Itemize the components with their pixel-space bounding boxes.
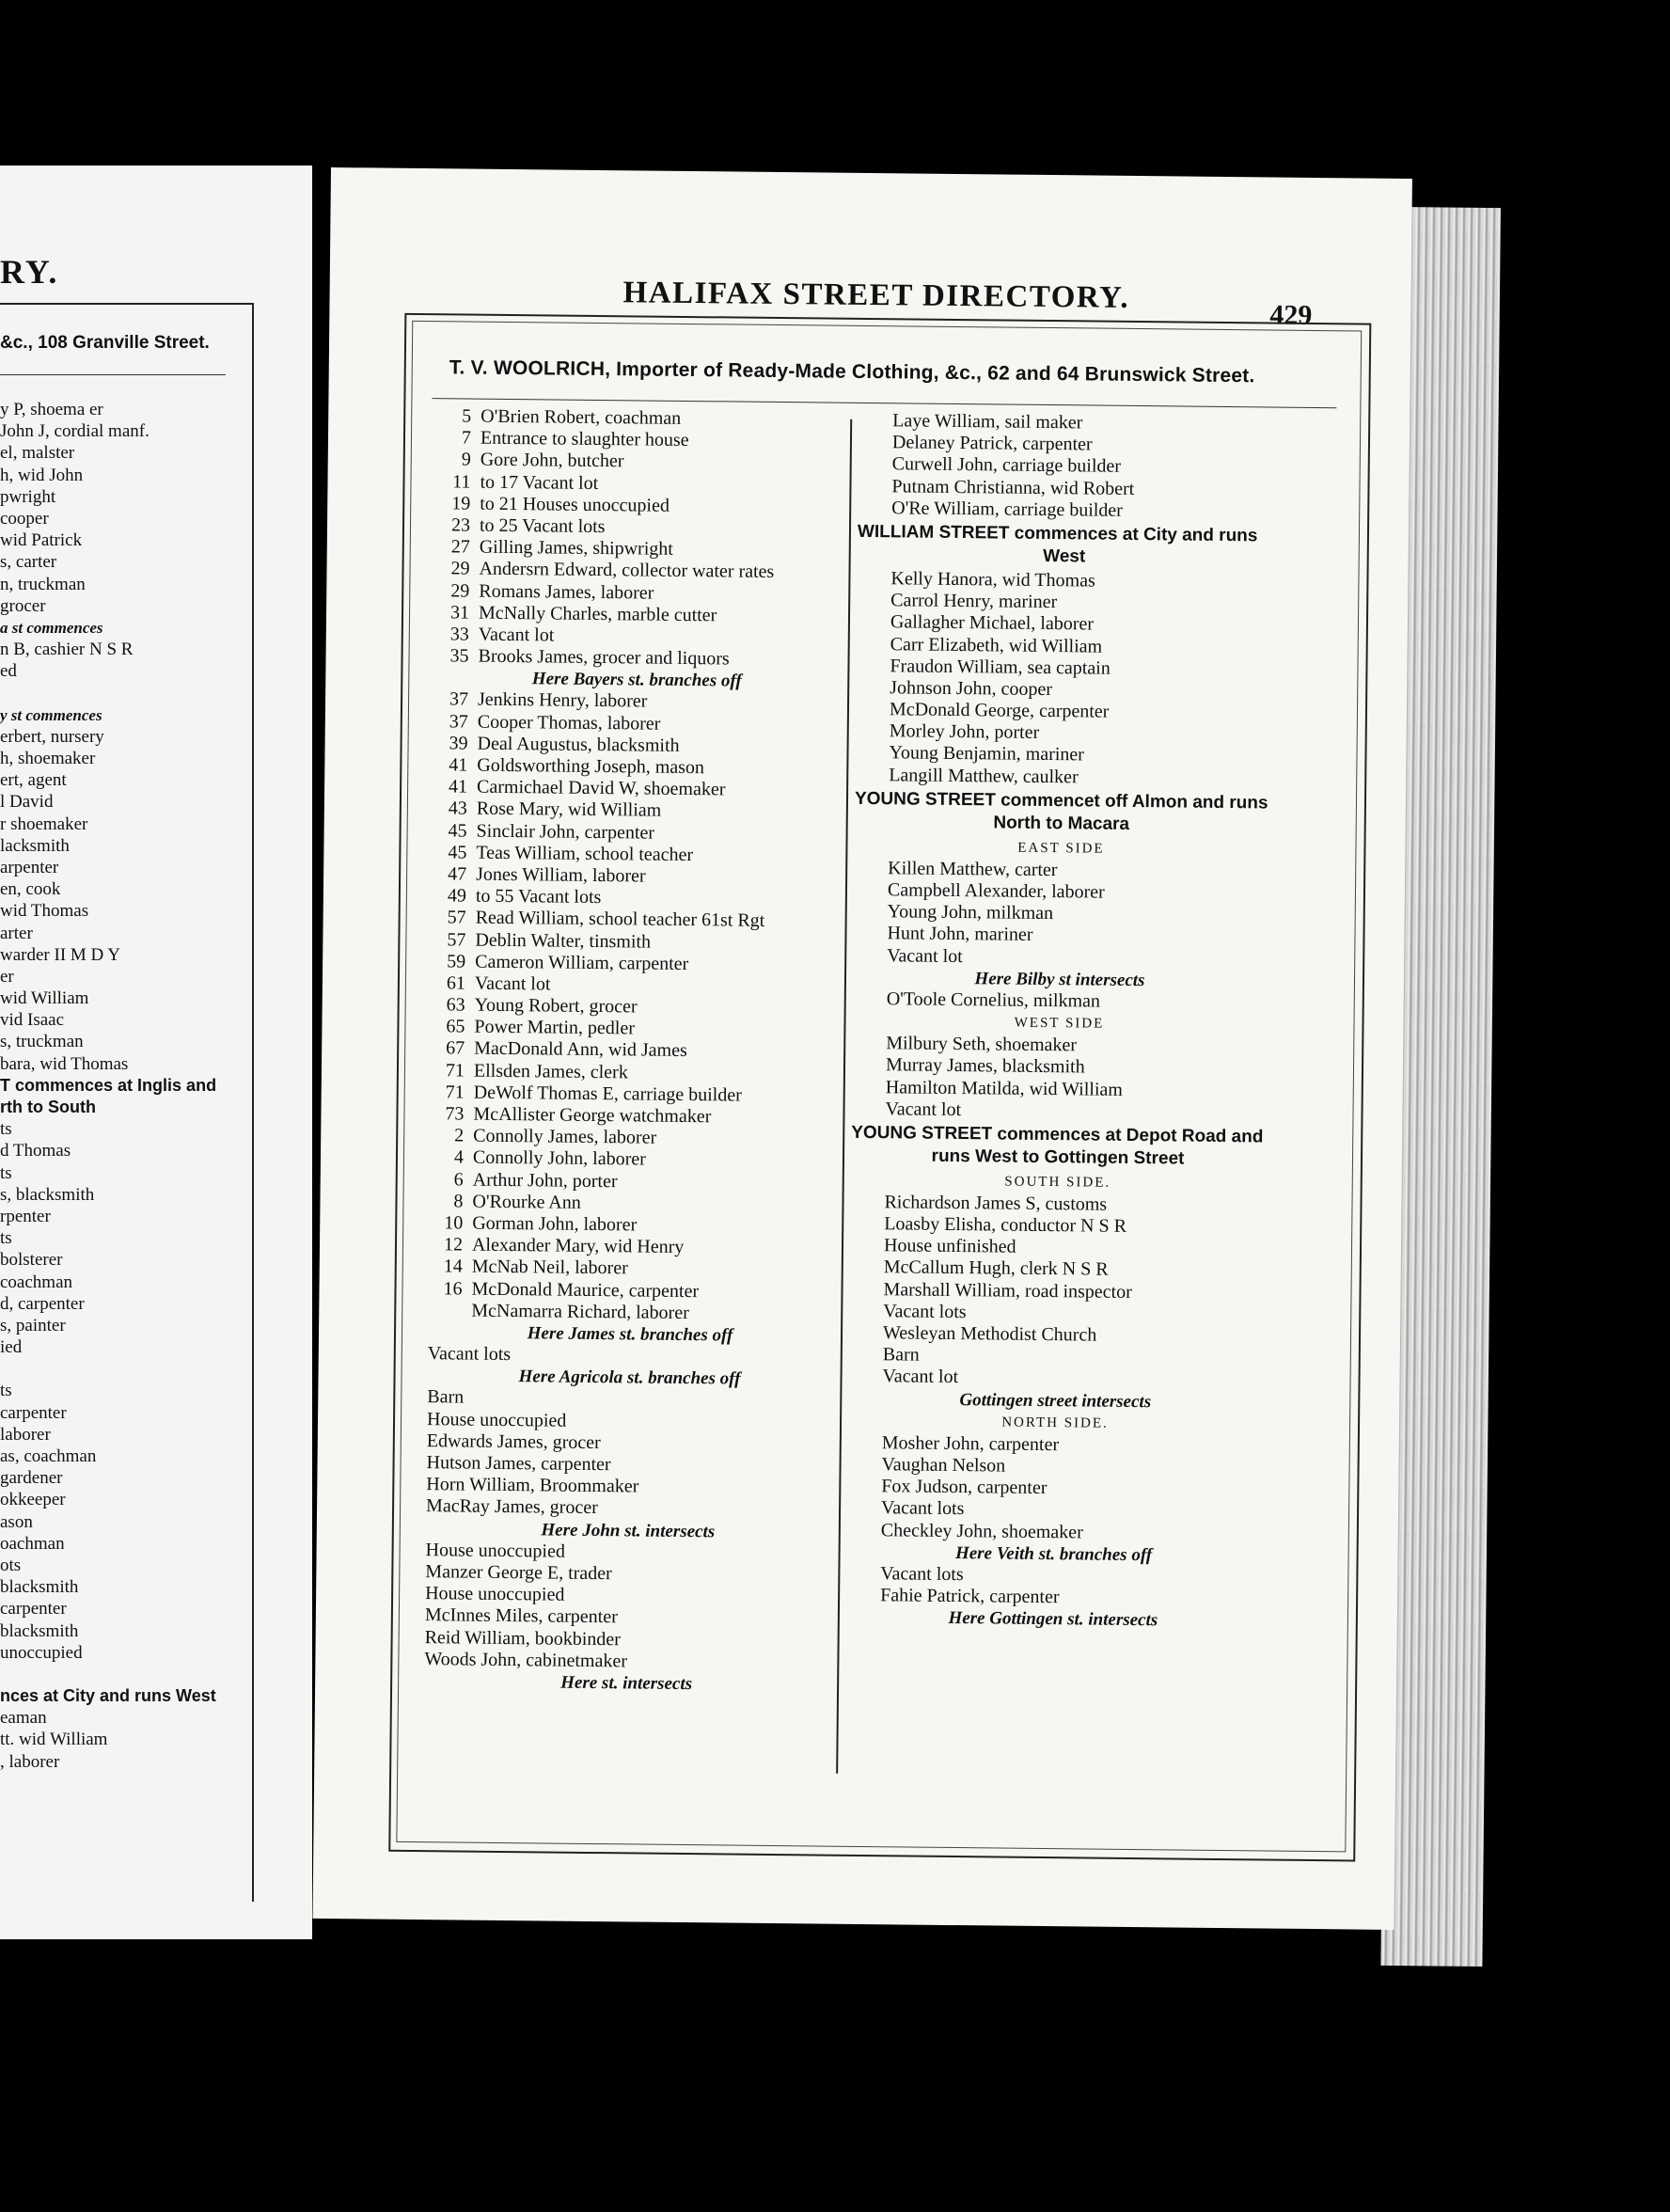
left-page-line: laborer bbox=[0, 1424, 51, 1445]
house-number: 9 bbox=[461, 449, 471, 470]
entry-name: Vacant lot bbox=[478, 624, 555, 646]
entry-name: to 21 Houses unoccupied bbox=[480, 493, 670, 516]
entry-name: to 25 Vacant lots bbox=[479, 514, 606, 538]
entry-name: Cooper Thomas, laborer bbox=[477, 711, 661, 735]
entry-name: House unfinished bbox=[883, 1235, 1016, 1257]
house-number: 14 bbox=[443, 1256, 463, 1277]
entry-name: House unoccupied bbox=[426, 1408, 567, 1431]
left-page-line: nces at City and runs West bbox=[0, 1686, 216, 1706]
entry-name: Richardson James S, customs bbox=[884, 1192, 1108, 1215]
directory-entry bbox=[846, 1585, 1260, 1611]
directory-entry bbox=[428, 1300, 832, 1326]
left-page-line: ied bbox=[0, 1337, 23, 1358]
left-page-line: blacksmith bbox=[0, 1620, 79, 1641]
entry-name: MacDonald Ann, wid James bbox=[474, 1038, 687, 1062]
house-number: 63 bbox=[446, 994, 465, 1016]
branch-note: Here Bayers st. branches off bbox=[531, 669, 742, 691]
left-page-line: l David bbox=[0, 792, 54, 813]
entry-name: Teas William, school teacher bbox=[476, 842, 694, 865]
entry-name: McDonald George, carpenter bbox=[889, 699, 1110, 722]
street-heading-line bbox=[858, 521, 1271, 548]
side-heading: SOUTH SIDE. bbox=[1004, 1174, 1111, 1191]
entry-name: Loasby Elisha, conductor N S R bbox=[884, 1213, 1127, 1237]
house-number: 49 bbox=[447, 885, 467, 907]
street-heading bbox=[858, 519, 1272, 573]
left-page-frame-rule bbox=[0, 303, 254, 305]
right-column bbox=[846, 410, 1273, 1633]
left-page-line: erbert, nursery bbox=[0, 726, 104, 747]
entry-name: to 17 Vacant lot bbox=[480, 471, 599, 494]
street-description: commences at City and runs bbox=[1009, 523, 1258, 546]
left-page-line: s, painter bbox=[0, 1315, 66, 1335]
entry-name: Gilling James, shipwright bbox=[479, 536, 673, 560]
entry-name: Carmichael David W, shoemaker bbox=[476, 776, 726, 800]
street-name: YOUNG STREET bbox=[854, 788, 997, 811]
left-page-line: coachman bbox=[0, 1272, 73, 1292]
house-number: 67 bbox=[446, 1037, 465, 1059]
entry-name: to 55 Vacant lots bbox=[475, 885, 602, 908]
house-number: 57 bbox=[447, 907, 466, 928]
house-number: 41 bbox=[449, 754, 468, 776]
house-number: 23 bbox=[450, 514, 471, 536]
entry-name: Fahie Patrick, carpenter bbox=[880, 1585, 1060, 1608]
left-page-line: bolsterer bbox=[0, 1250, 63, 1271]
left-page-line: wid William bbox=[0, 988, 89, 1009]
entry-name: DeWolf Thomas E, carriage builder bbox=[473, 1082, 742, 1106]
house-number: 59 bbox=[447, 951, 466, 972]
entry-name: Gallagher Michael, laborer bbox=[890, 611, 1095, 635]
advertisement-line: T. V. WOOLRICH, Importer of Ready-Made Clothing, &c., 62 and 64 Brunswick Street. bbox=[449, 356, 1255, 387]
entry-name: O'Brien Robert, coachman bbox=[481, 405, 682, 429]
entry-name: Vacant lots bbox=[427, 1343, 512, 1366]
entry-name: O'Toole Cornelius, milkman bbox=[886, 988, 1101, 1012]
left-page-line: pwright bbox=[0, 486, 56, 507]
house-number: 37 bbox=[449, 710, 468, 733]
entry-name: McInnes Miles, carpenter bbox=[424, 1604, 618, 1628]
directory-entry bbox=[424, 1649, 828, 1675]
intersect-note: Here Veith st. branches off bbox=[954, 1542, 1153, 1565]
left-page-line: rpenter bbox=[0, 1206, 51, 1226]
entry-name: Rose Mary, wid William bbox=[476, 798, 662, 822]
left-page-line: s, truckman bbox=[0, 1032, 84, 1052]
left-page-line: ts bbox=[0, 1162, 12, 1183]
entry-name: Vacant lots bbox=[880, 1563, 964, 1586]
directory-entry bbox=[848, 1366, 1262, 1392]
branch-note: Here st. intersects bbox=[560, 1672, 693, 1694]
left-page-line: wid Thomas bbox=[0, 901, 89, 922]
entry-name: Vacant lot bbox=[885, 1098, 962, 1120]
intersect-note: Here Bilby st intersects bbox=[974, 968, 1145, 990]
street-name: WILLIAM STREET bbox=[857, 521, 1010, 544]
left-page-ad-rule bbox=[0, 374, 226, 375]
directory-entry bbox=[847, 1519, 1261, 1545]
entry-name: Delaney Patrick, carpenter bbox=[891, 432, 1093, 455]
entry-name: Connolly John, laborer bbox=[472, 1147, 646, 1170]
entry-name: House unoccupied bbox=[425, 1539, 566, 1562]
entry-name: Ellsden James, clerk bbox=[473, 1060, 628, 1082]
house-number: 31 bbox=[449, 602, 470, 624]
entry-name: Sinclair John, carpenter bbox=[476, 820, 655, 844]
entry-name: Young Benjamin, mariner bbox=[889, 742, 1085, 766]
street-heading-line bbox=[851, 1122, 1265, 1149]
left-page-line: T commences at Inglis and bbox=[0, 1075, 217, 1095]
entry-name: Morley John, porter bbox=[889, 720, 1040, 744]
left-page bbox=[0, 166, 312, 1939]
left-page-line: ert, agent bbox=[0, 770, 67, 791]
house-number: 41 bbox=[448, 776, 468, 798]
left-page-line: carpenter bbox=[0, 1402, 67, 1423]
directory-entry bbox=[426, 1496, 830, 1523]
entry-name: McCallum Hugh, clerk N S R bbox=[883, 1256, 1109, 1281]
entry-name: McNamarra Richard, laborer bbox=[471, 1300, 689, 1323]
house-number: 43 bbox=[448, 798, 467, 819]
side-heading: WEST SIDE bbox=[1014, 1015, 1105, 1032]
entry-name: Curwell John, carriage builder bbox=[891, 453, 1122, 478]
entry-name: Vacant lot bbox=[474, 972, 551, 995]
entry-name: Killen Matthew, carter bbox=[888, 858, 1058, 880]
entry-name: O'Re William, carriage builder bbox=[891, 498, 1124, 521]
entry-name: Cameron William, carpenter bbox=[475, 951, 689, 974]
entry-name: Horn William, Broommaker bbox=[426, 1474, 639, 1497]
entry-name: Barn bbox=[882, 1344, 920, 1366]
house-number: 6 bbox=[453, 1168, 464, 1191]
branch-note: Here John st. intersects bbox=[541, 1519, 716, 1541]
entry-name: Jenkins Henry, laborer bbox=[477, 689, 648, 712]
directory-entry bbox=[853, 988, 1267, 1015]
directory-entry bbox=[855, 764, 1268, 790]
house-number: 65 bbox=[446, 1016, 465, 1037]
left-page-line: ts bbox=[0, 1381, 12, 1401]
left-page-line: el, malster bbox=[0, 443, 75, 464]
left-page-line: tt. wid William bbox=[0, 1730, 108, 1750]
entry-name: Hunt John, mariner bbox=[887, 923, 1033, 946]
entry-name: Putnam Christianna, wid Robert bbox=[891, 475, 1135, 499]
house-number: 16 bbox=[443, 1277, 463, 1300]
house-number: 12 bbox=[443, 1234, 464, 1256]
entry-name: Marshall William, road inspector bbox=[883, 1278, 1132, 1303]
entry-name: Power Martin, pedler bbox=[474, 1016, 636, 1039]
left-page-line: h, shoemaker bbox=[0, 749, 96, 768]
entry-name: McNab Neil, laborer bbox=[471, 1256, 628, 1279]
directory-entry bbox=[853, 944, 1267, 971]
left-page-line: wid Patrick bbox=[0, 530, 83, 551]
street-description-cont: runs West to Gottingen Street bbox=[931, 1146, 1185, 1169]
entry-name: McAllister George watchmaker bbox=[473, 1103, 712, 1128]
entry-name: Manzer George E, trader bbox=[425, 1561, 612, 1585]
left-page-ad-line: &c., 108 Granville Street. bbox=[0, 333, 210, 353]
street-description-cont: West bbox=[1043, 545, 1086, 567]
house-number: 45 bbox=[448, 842, 467, 863]
left-page-line: warder II M D Y bbox=[0, 944, 121, 965]
entry-name: Reid William, bookbinder bbox=[424, 1626, 621, 1650]
intersect-note: Here Gottingen st. intersects bbox=[948, 1608, 1158, 1631]
directory-entry bbox=[428, 1343, 832, 1369]
left-page-line: r shoemaker bbox=[0, 814, 88, 834]
left-page-line: ason bbox=[0, 1511, 33, 1532]
house-number: 8 bbox=[453, 1191, 464, 1212]
left-page-line: en, cook bbox=[0, 879, 61, 900]
left-page-line: cooper bbox=[0, 508, 49, 529]
left-page-line: y st commences bbox=[0, 705, 102, 724]
left-page-line: okkeeper bbox=[0, 1490, 66, 1510]
entry-name: Fox Judson, carpenter bbox=[881, 1476, 1048, 1499]
left-page-frame-edge bbox=[252, 303, 254, 1902]
house-number: 71 bbox=[445, 1059, 465, 1082]
entry-name: Jones William, laborer bbox=[476, 863, 646, 887]
entry-name: Vacant lots bbox=[880, 1497, 965, 1520]
entry-name: Entrance to slaughter house bbox=[480, 427, 689, 451]
entry-name: Gore John, butcher bbox=[480, 450, 624, 472]
entry-name: Laye William, sail maker bbox=[892, 410, 1083, 434]
left-page-line: ts bbox=[0, 1228, 12, 1249]
street-heading bbox=[855, 786, 1269, 840]
left-page-line: y P, shoema er bbox=[0, 400, 103, 419]
entry-name: McDonald Maurice, carpenter bbox=[471, 1278, 700, 1302]
left-page-line: ts bbox=[0, 1119, 12, 1140]
left-page-line: er bbox=[0, 966, 14, 987]
left-page-line: ed bbox=[0, 661, 17, 682]
entry-name: Connolly James, laborer bbox=[473, 1125, 657, 1148]
entry-name: Read William, school teacher 61st Rgt bbox=[475, 907, 765, 932]
entry-name: Wesleyan Methodist Church bbox=[882, 1322, 1097, 1346]
directory-entry bbox=[851, 1098, 1265, 1125]
house-number: 7 bbox=[461, 427, 472, 449]
branch-note: Here James st. branches off bbox=[527, 1323, 733, 1346]
entry-name: Vacant lot bbox=[887, 944, 963, 967]
left-page-running-head: RY. bbox=[0, 253, 59, 291]
left-page-line: oachman bbox=[0, 1533, 65, 1554]
left-page-line bbox=[0, 682, 246, 703]
street-name: YOUNG STREET bbox=[851, 1122, 993, 1145]
left-page-line: carpenter bbox=[0, 1599, 67, 1620]
street-description: commencet off Almon and runs bbox=[995, 790, 1268, 814]
house-number: 19 bbox=[451, 493, 471, 514]
left-page-entries bbox=[0, 399, 246, 1773]
left-page-line bbox=[0, 1358, 246, 1380]
house-number: 5 bbox=[462, 405, 472, 427]
entry-name: Gorman John, laborer bbox=[472, 1212, 638, 1236]
left-page-line: eaman bbox=[0, 1708, 47, 1729]
page-number: 429 bbox=[1269, 299, 1313, 331]
left-page-line: h, wid John bbox=[0, 465, 84, 485]
entry-name: Langill Matthew, caulker bbox=[889, 764, 1079, 787]
left-page-line: grocer bbox=[0, 595, 46, 616]
house-number: 2 bbox=[454, 1125, 465, 1146]
left-page-line: gardener bbox=[0, 1468, 63, 1489]
left-page-line: s, carter bbox=[0, 552, 57, 573]
left-page-line: vid Isaac bbox=[0, 1010, 65, 1031]
house-number: 73 bbox=[445, 1103, 465, 1125]
entry-name: Goldsworthing Joseph, mason bbox=[477, 754, 705, 779]
entry-name: Edwards James, grocer bbox=[426, 1430, 601, 1453]
house-number: 57 bbox=[447, 928, 466, 951]
left-page-line: lacksmith bbox=[0, 835, 70, 856]
entry-name: Barn bbox=[427, 1386, 465, 1408]
house-number: 29 bbox=[450, 558, 470, 579]
house-number: 71 bbox=[445, 1082, 465, 1103]
entry-name: Andersrn Edward, collector water rates bbox=[479, 558, 775, 583]
entry-name: Fraudon William, sea captain bbox=[890, 655, 1111, 679]
side-heading: EAST SIDE bbox=[1017, 840, 1105, 857]
left-page-line: n B, cashier N S R bbox=[0, 640, 134, 660]
intersect-note: Gottingen street intersects bbox=[959, 1389, 1152, 1412]
entry-name: MacRay James, grocer bbox=[425, 1495, 598, 1519]
house-number: 4 bbox=[453, 1146, 465, 1168]
left-page-line: bara, wid Thomas bbox=[0, 1053, 129, 1074]
house-number: 39 bbox=[449, 733, 468, 754]
entry-name: Woods John, cabinetmaker bbox=[424, 1648, 628, 1672]
house-number: 27 bbox=[450, 536, 470, 558]
left-page-line: n, truckman bbox=[0, 574, 86, 594]
entry-name: Brooks James, grocer and liquors bbox=[478, 645, 730, 670]
entry-name: Campbell Alexander, laborer bbox=[887, 879, 1105, 903]
left-page-line: unoccupied bbox=[0, 1642, 83, 1663]
house-number: 33 bbox=[449, 624, 469, 645]
left-page-line: a st commences bbox=[0, 618, 103, 637]
entry-name: Milbury Seth, shoemaker bbox=[886, 1033, 1078, 1056]
left-page-line: d Thomas bbox=[0, 1141, 71, 1161]
left-column bbox=[424, 405, 842, 1696]
house-number: 10 bbox=[444, 1212, 464, 1234]
left-page-line: d, carpenter bbox=[0, 1293, 85, 1314]
left-page-line: as, coachman bbox=[0, 1446, 97, 1466]
left-page-line: rth to South bbox=[0, 1098, 96, 1116]
directory-entry bbox=[858, 498, 1271, 524]
entry-name: Vacant lot bbox=[882, 1366, 959, 1388]
house-number: 45 bbox=[448, 819, 467, 842]
right-page bbox=[313, 167, 1412, 1930]
left-page-line: ots bbox=[0, 1555, 22, 1575]
house-number: 47 bbox=[448, 863, 467, 885]
house-number bbox=[428, 1300, 471, 1322]
entry-name: Checkley John, shoemaker bbox=[880, 1519, 1083, 1542]
entry-name: O'Rourke Ann bbox=[472, 1191, 581, 1213]
entry-name: Johnson John, cooper bbox=[890, 677, 1053, 700]
entry-name: Hamilton Matilda, wid William bbox=[885, 1076, 1124, 1100]
entry-name: McNally Charles, marble cutter bbox=[478, 602, 717, 626]
house-number: 11 bbox=[452, 470, 471, 493]
left-page-line: arter bbox=[0, 923, 33, 943]
entry-name: Hutson James, carpenter bbox=[426, 1452, 611, 1476]
side-heading: NORTH SIDE. bbox=[1001, 1414, 1109, 1431]
entry-name: Murray James, blacksmith bbox=[885, 1054, 1085, 1078]
left-page-line: John J, cordial manf. bbox=[0, 421, 150, 442]
entry-name: Young John, milkman bbox=[887, 901, 1054, 924]
entry-name: Vaughan Nelson bbox=[881, 1454, 1006, 1477]
entry-name: House unoccupied bbox=[425, 1583, 565, 1605]
left-page-line: s, blacksmith bbox=[0, 1184, 95, 1205]
left-page-line: blacksmith bbox=[0, 1577, 79, 1598]
branch-note: Here Agricola st. branches off bbox=[518, 1367, 741, 1389]
house-number: 37 bbox=[449, 688, 469, 710]
entry-name: Vacant lots bbox=[883, 1301, 967, 1322]
directory-entry bbox=[434, 645, 839, 672]
entry-name: Deblin Walter, tinsmith bbox=[475, 929, 652, 953]
entry-name: Young Robert, grocer bbox=[474, 994, 638, 1018]
street-heading-line bbox=[855, 788, 1268, 815]
entry-name: Carrol Henry, mariner bbox=[890, 590, 1058, 613]
entry-name: Arthur John, porter bbox=[472, 1169, 618, 1192]
running-head: HALIFAX STREET DIRECTORY. bbox=[622, 276, 1130, 315]
street-heading bbox=[851, 1120, 1266, 1174]
left-page-line: arpenter bbox=[0, 857, 59, 877]
entry-name: Carr Elizabeth, wid William bbox=[890, 633, 1103, 657]
entry-name: Alexander Mary, wid Henry bbox=[471, 1234, 685, 1258]
left-page-line: , laborer bbox=[0, 1751, 60, 1772]
street-description: commences at Depot Road and bbox=[992, 1124, 1264, 1147]
entry-name: Mosher John, carpenter bbox=[881, 1431, 1060, 1455]
entry-name: Kelly Hanora, wid Thomas bbox=[890, 568, 1095, 592]
street-description-cont: North to Macara bbox=[993, 813, 1130, 834]
entry-name: Deal Augustus, blacksmith bbox=[477, 733, 680, 756]
house-number: 61 bbox=[446, 972, 466, 994]
left-page-line bbox=[0, 1664, 246, 1685]
house-number: 35 bbox=[449, 645, 469, 667]
entry-name: Romans James, laborer bbox=[479, 580, 654, 604]
house-number: 29 bbox=[450, 579, 470, 602]
